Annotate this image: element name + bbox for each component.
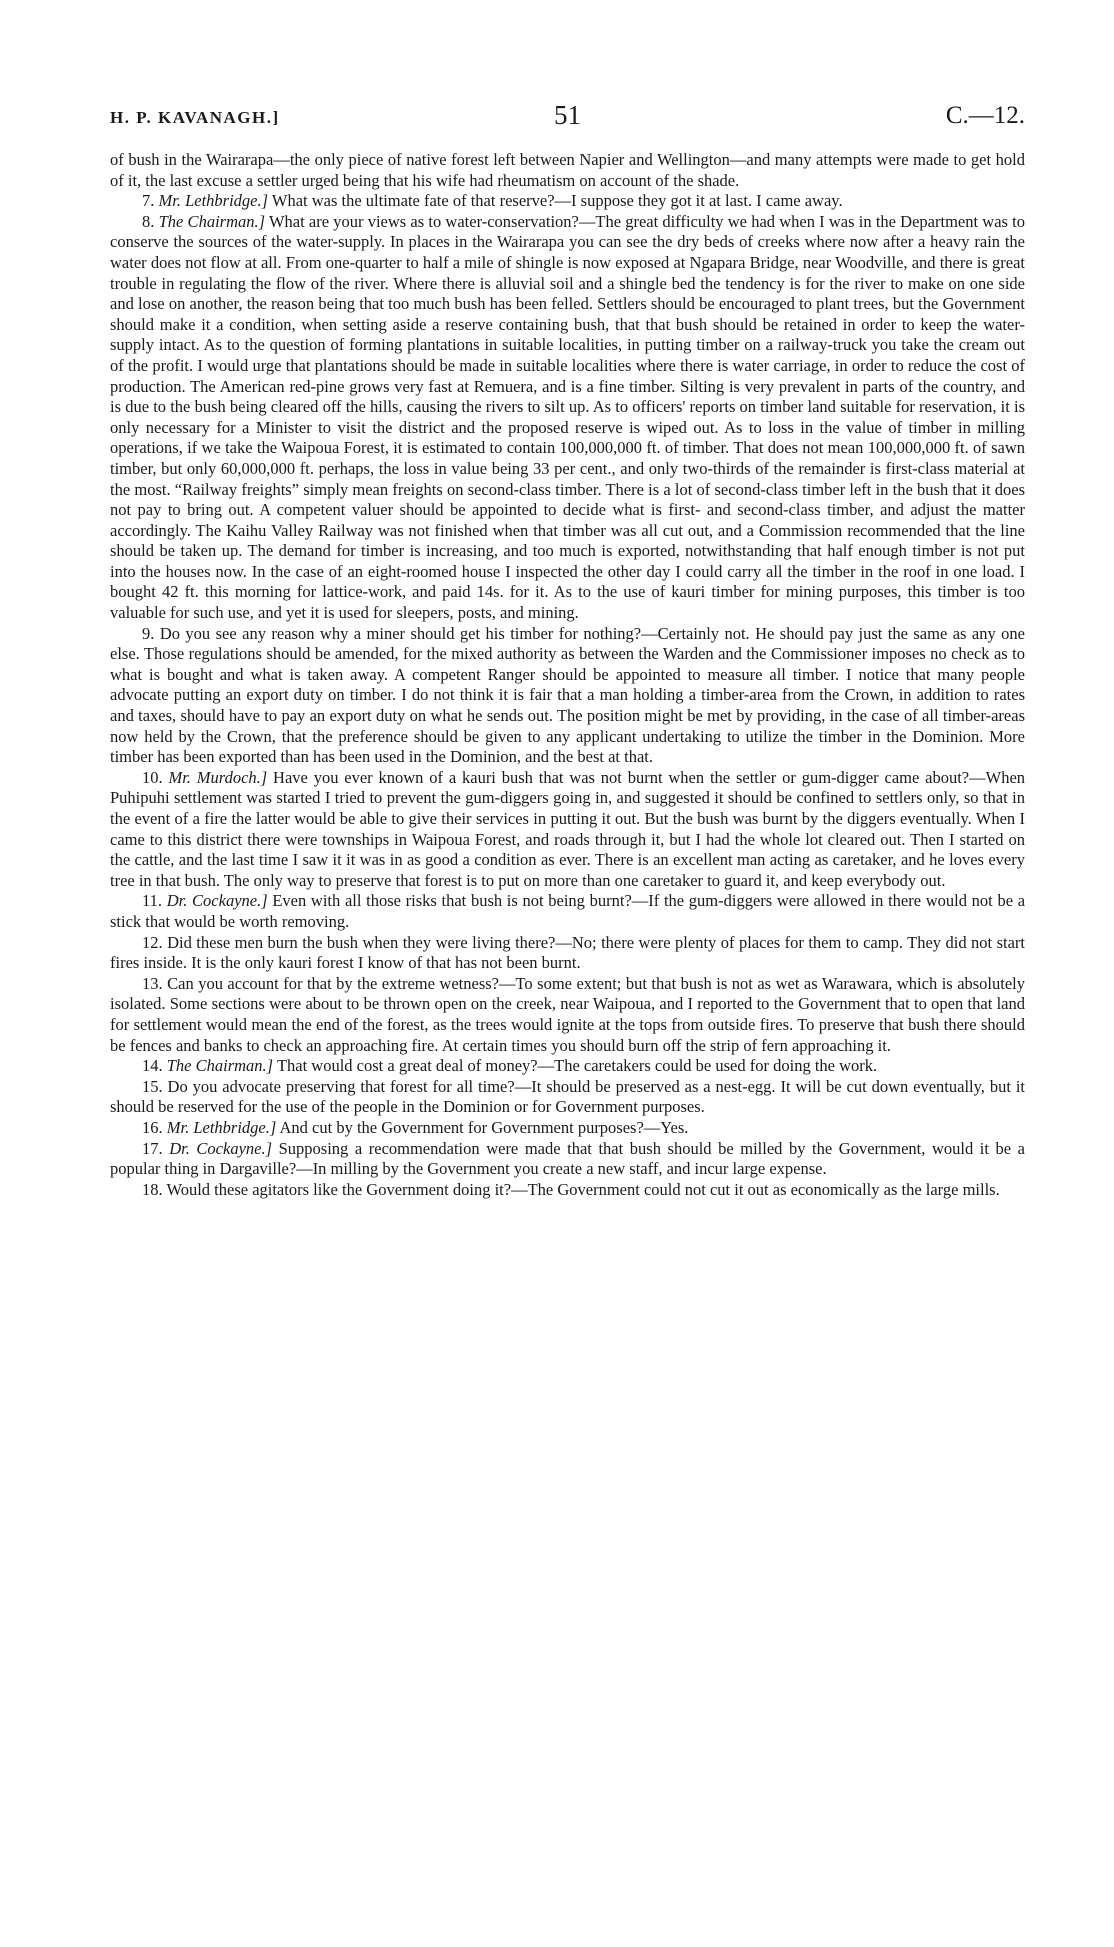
- question-number: 13.: [142, 973, 163, 993]
- testimony-text: What was the ultimate fate of that reserve?—I suppose they got it at last. I came away.: [271, 191, 843, 211]
- testimony-text: Can you account for that by the extreme wetness?—To some extent; but that bush is not as wet as Warawara, which is absolutely isolated. Some sections were about to be thrown open on the creek, near Waipoua, and I reported to the Government that to open that land for settlement would mean the end of the forest, as the trees would ignite at the tops from outside fires. To preserve that bush there should be fences and banks to check an approaching fire. At certain times you should burn off the strip of fern approaching it.: [110, 973, 1026, 1055]
- testimony-paragraph: [110, 191, 1025, 212]
- testimony-paragraph: [110, 212, 1025, 624]
- testimony-paragraph: [110, 150, 1025, 191]
- testimony-text: Would these agitators like the Government doing it?—The Government could not cut it out as economically as the large mills.: [166, 1179, 1000, 1199]
- speaker-name: The Chairman.]: [158, 211, 266, 231]
- speaker-name: The Chairman.]: [166, 1056, 274, 1076]
- question-number: 17.: [142, 1138, 163, 1158]
- speaker-name: Dr. Cockayne.]: [166, 891, 268, 911]
- speaker-name: Mr. Murdoch.]: [168, 767, 268, 787]
- question-number: 15.: [142, 1076, 163, 1096]
- testimony-text: Do you advocate preserving that forest for all time?—It should be preserved as a nest-egg. It will be cut down eventually, but it should be reserved for the use of the people in the Dominion or for Government purposes.: [110, 1076, 1026, 1117]
- question-number: 12.: [142, 932, 163, 952]
- testimony-paragraph: [110, 1180, 1025, 1201]
- testimony-text: Even with all those risks that bush is not being burnt?—If the gum-diggers were allowed in there would not be a stick that would be worth removing.: [110, 891, 1026, 931]
- question-number: 7.: [142, 191, 155, 211]
- testimony-paragraph: [110, 1056, 1025, 1077]
- page-number: 51: [554, 100, 581, 130]
- question-number: 11.: [142, 891, 163, 911]
- testimony-paragraph: [110, 933, 1025, 974]
- document-reference: C.—12.: [945, 102, 1025, 129]
- testimony-text: Supposing a recommendation were made that that bush should be milled by the Government, would it be a popular thing in Dargaville?—In milling by the Government you create a new staff, and incur large expense.: [110, 1138, 1026, 1179]
- testimony-paragraph: [110, 1118, 1025, 1139]
- testimony-text: Have you ever known of a kauri bush that was not burnt when the settler or gum-digger came about?—When Puhipuhi settlement was started I tried to prevent the gum-diggers going in, and suggested it should be confined to settlers only, so that in the event of a fire the latter would be able to give their services in putting it out. But the bush was burnt by the diggers eventually. When I came to this district there were townships in Waipoua Forest, and roads through it, but I had the whole lot cleared out. Then I started on the cattle, and the last time I saw it it was in as good a condition as ever. There is an excellent man acting as caretaker, and he loves every tree in that bush. The only way to preserve that forest is to put on more than one caretaker to guard it, and keep everybody out.: [110, 767, 1026, 890]
- question-number: 9.: [142, 623, 155, 643]
- testimony-paragraph: [110, 974, 1025, 1056]
- testimony-text: That would cost a great deal of money?—The caretakers could be used for doing the work.: [276, 1056, 878, 1076]
- question-number: 14.: [142, 1056, 163, 1076]
- witness-name: H. P. KAVANAGH.]: [110, 108, 280, 127]
- testimony-text: of bush in the Wairarapa—the only piece of native forest left between Napier and Wellington—and many attempts were made to get hold of it, the last excuse a settler urged being that his wife had rheumatism on account of the shade.: [110, 150, 1025, 190]
- speaker-name: Mr. Lethbridge.]: [158, 191, 269, 211]
- question-number: 16.: [142, 1117, 163, 1137]
- document-body: [110, 150, 1025, 1200]
- question-number: 8.: [142, 211, 155, 231]
- testimony-text: And cut by the Government for Government purposes?—Yes.: [279, 1117, 689, 1137]
- speaker-name: Mr. Lethbridge.]: [166, 1117, 277, 1137]
- testimony-paragraph: [110, 891, 1025, 932]
- testimony-paragraph: [110, 1139, 1025, 1180]
- testimony-paragraph: [110, 768, 1025, 892]
- testimony-text: Do you see any reason why a miner should get his timber for nothing?—Certainly not. He should pay just the same as any one else. Those regulations should be amended, for the mixed authority as between the Warden and the Commissioner imposes no check as to what is bought and what is taken away. A competent Ranger should be appointed to measure all timber. I notice that many people advocate putting an export duty on timber. I do not think it is fair that a man holding a timber-area from the Crown, in addition to rates and taxes, should have to pay an export duty on what he sends out. The position might be met by providing, in the case of all timber-areas now held by the Crown, that the preference should be given to any applicant undertaking to utilize the timber in the Dominion. More timber has been exported than has been used in the Dominion, and the best at that.: [110, 623, 1026, 767]
- speaker-name: Dr. Cockayne.]: [169, 1138, 273, 1158]
- testimony-paragraph: [110, 624, 1025, 768]
- testimony-text: Did these men burn the bush when they were living there?—No; there were plenty of places for them to camp. They did not start fires inside. It is the only kauri forest I know of that has not been burnt.: [110, 932, 1025, 973]
- question-number: 10.: [142, 767, 163, 787]
- testimony-text: What are your views as to water-conservation?—The great difficulty we had when I was in the Department was to conserve the sources of the water-supply. In places in the Wairarapa you can see the dry beds of creeks where now after a heavy rain the water does not flow at all. From one-quarter to half a mile of shingle is now exposed at Ngapara Bridge, near Woodville, and there is great trouble in regulating the flow of the river. Where there is alluvial soil and a shingle bed the tendency is for the river to make on one side and lose on another, the reason being that too much bush has been felled. Settlers should be encouraged to plant trees, but the Government should make it a condition, when setting aside a reserve containing bush, that that bush should be retained in order to keep the water-supply intact. As to the question of forming plantations in suitable localities, in putting timber on a railway-truck you take the cream out of the profit. I would urge that plantations should be made in suitable localities where there is water carriage, in order to reduce the cost of production. The American red-pine grows very fast at Remuera, and is a fine timber. Silting is very prevalent in parts of the country, and is due to the bush being cleared off the hills, causing the rivers to silt up. As to officers' reports on timber land suitable for reservation, it is only necessary for a Minister to visit the district and the proposed reserve is wiped out. As to loss in the value of timber in milling operations, if we take the Waipoua Forest, it is estimated to contain 100,000,000 ft. of timber. That does not mean 100,000,000 ft. of sawn timber, but only 60,000,000 ft. perhaps, the loss in value being 33 per cent., and only two-thirds of the remainder is first-class material at the most. “Railway freights” simply mean freights on second-class timber. There is a lot of second-class timber left in the bush that it does not pay to bring out. A competent valuer should be appointed to decide what is first- and second-class timber, and adjust the matter accordingly. The Kaihu Valley Railway was not finished when that timber was all cut out, and a Commission recommended that the line should be taken up. The demand for timber is increasing, and too much is exported, notwithstanding that half enough timber is not put into the houses now. In the case of an eight-roomed house I inspected the other day I could carry all the timber in the roof in one load. I bought 42 ft. this morning for lattice-work, and paid 14s. for it. As to the use of kauri timber for mining purposes, this timber is too valuable for such use, and yet it is used for sleepers, posts, and mining.: [110, 211, 1025, 623]
- testimony-paragraph: [110, 1077, 1025, 1118]
- question-number: 18.: [142, 1179, 163, 1199]
- page-header: [110, 100, 1025, 140]
